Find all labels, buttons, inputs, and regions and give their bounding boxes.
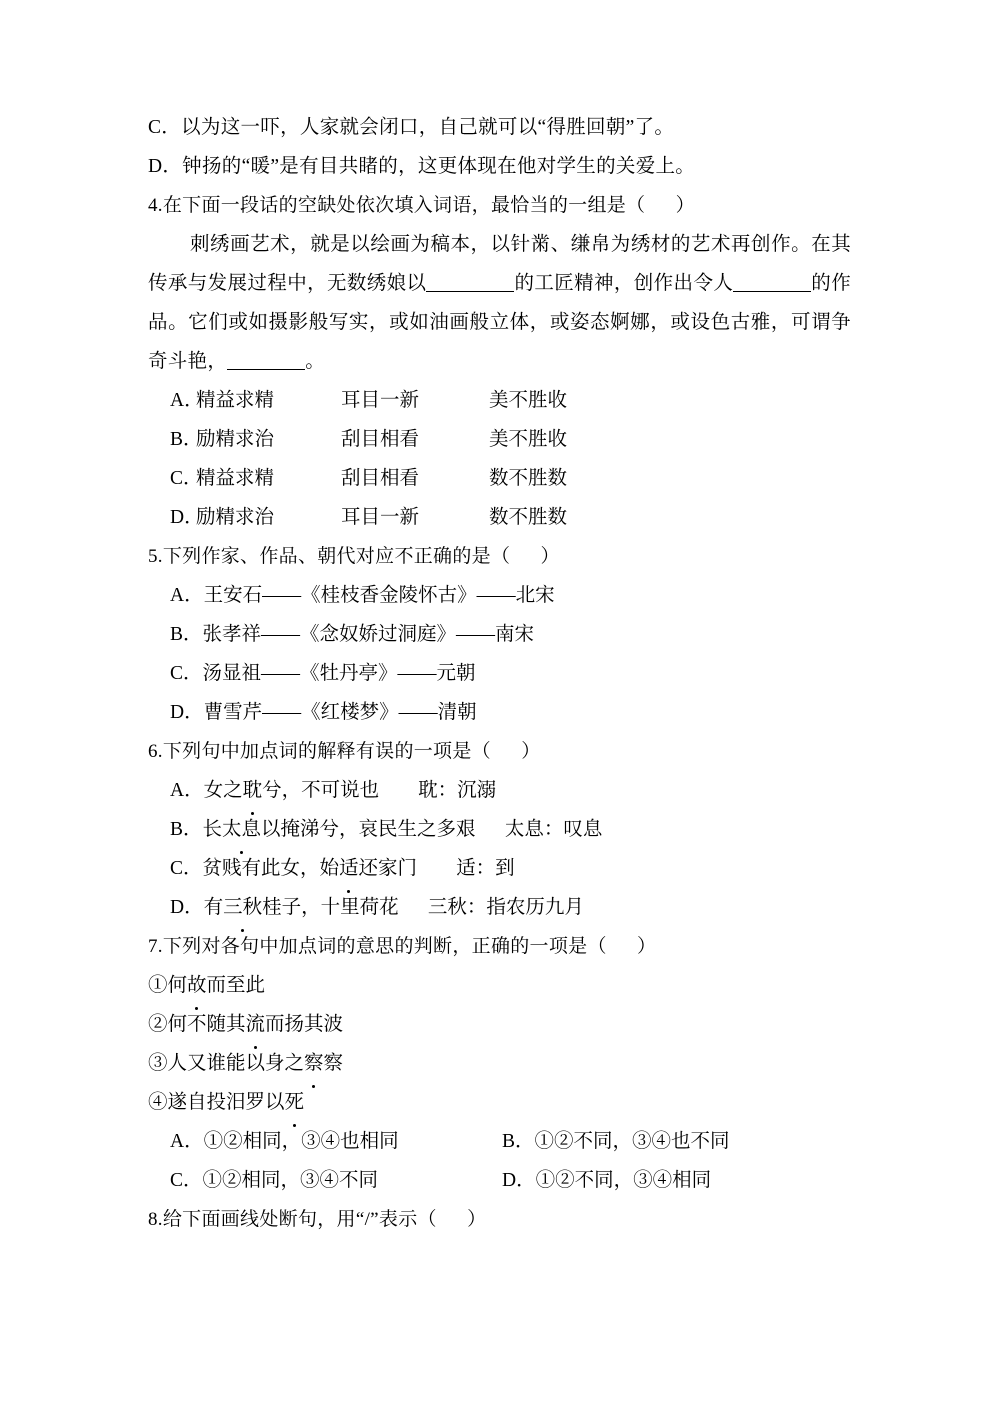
option-line-d-prev: D．钟扬的“暖”是有目共睹的，这更体现在他对学生的关爱上。 xyxy=(148,156,696,177)
option-label: D． xyxy=(502,1170,536,1191)
option-label: A． xyxy=(170,780,204,801)
option-label: A． xyxy=(170,390,204,411)
dotted-word: 太息 xyxy=(222,810,261,849)
option-gap xyxy=(417,858,456,879)
option-label: B． xyxy=(502,1131,535,1152)
option-word-3: 数不胜数 xyxy=(489,468,568,489)
passage-part-3: 的作品。它们或如摄影般写实，或如油画般立体，或姿态婀娜，或设色古雅，可谓争奇斗艳， xyxy=(148,273,851,372)
option-label: B． xyxy=(170,819,203,840)
option-label: C． xyxy=(170,1170,203,1191)
q5-option: D．曹雪芹——《红楼梦》——清朝 xyxy=(170,702,477,723)
q5-option: B．张孝祥——《念奴娇过洞庭》——南宋 xyxy=(170,624,535,645)
option-text: ①②相同，③④不同 xyxy=(202,1170,379,1191)
option-text-post: 兮，不可说也 xyxy=(262,780,380,801)
q7-sentence xyxy=(148,966,851,1005)
q6-option xyxy=(170,849,851,888)
option-word-2: 刮目相看 xyxy=(341,429,420,450)
sentence-number: ② xyxy=(148,1014,168,1035)
option-gloss: 耽：沉溺 xyxy=(418,780,497,801)
sentence-pre: 何 xyxy=(167,975,188,996)
option-gloss: 适：到 xyxy=(456,858,515,879)
option-text-pre: 女之 xyxy=(203,780,243,801)
passage-part-1: 刺绣画艺术，就是以绘画为稿本，以针黹、缣帛为绣材的艺术再创作。在其传承与发展过程中，无数绣娘以 xyxy=(148,234,851,294)
passage-part-4: 。 xyxy=(305,351,326,372)
question-6-stem: 6.下列句中加点词的解释有误的一项是（ ） xyxy=(148,741,541,762)
option-label: D． xyxy=(170,507,204,528)
option-word-1: 励精求治 xyxy=(196,507,275,528)
sentence-pre: 遂自投汨罗以 xyxy=(167,1092,285,1113)
option-word-2: 耳目一新 xyxy=(341,390,420,411)
option-word-2: 耳目一新 xyxy=(341,507,420,528)
option-label: A． xyxy=(170,1131,204,1152)
q4-option-row xyxy=(170,420,851,459)
option-word-1: 励精求治 xyxy=(196,429,275,450)
fill-blank-1 xyxy=(426,291,514,292)
question-5-stem: 5.下列作家、作品、朝代对应不正确的是（ ） xyxy=(148,546,560,567)
option-label: B． xyxy=(170,429,203,450)
q7-option-a xyxy=(170,1122,502,1161)
option-text-post: 以掩涕兮，哀民生之多艰 xyxy=(261,819,476,840)
fill-blank-3 xyxy=(227,369,305,370)
dotted-word: 察 xyxy=(304,1044,324,1083)
option-word-3: 美不胜收 xyxy=(489,390,568,411)
sentence-number: ① xyxy=(148,975,168,996)
question-8-stem: 8.给下面画线处断句，用“/”表示（ ） xyxy=(148,1209,487,1230)
option-gloss: 三秋：指农历九月 xyxy=(427,897,584,918)
option-label: C． xyxy=(170,858,203,879)
question-7-stem: 7.下列对各句中加点词的意思的判断，正确的一项是（ ） xyxy=(148,936,657,957)
option-gap xyxy=(399,897,428,918)
q7-sentence xyxy=(148,1005,851,1044)
q7-option-b xyxy=(502,1122,730,1161)
sentence-pre: 何不随其 xyxy=(167,1014,246,1035)
option-word-1: 精益求精 xyxy=(196,468,275,489)
sentence-post: 察 xyxy=(323,1053,344,1074)
sentence-number: ④ xyxy=(148,1092,168,1113)
sentence-number: ③ xyxy=(148,1053,168,1074)
q7-option-row xyxy=(170,1161,851,1200)
option-text-pre: 贫贱有此女，始 xyxy=(202,858,340,879)
option-gap xyxy=(379,780,418,801)
dotted-word: 三秋 xyxy=(223,888,262,927)
q6-option xyxy=(170,771,851,810)
option-word-1: 精益求精 xyxy=(196,390,275,411)
q4-option-row xyxy=(170,381,851,420)
question-4-stem: 4.在下面一段话的空缺处依次填入词语，最恰当的一组是（ ） xyxy=(148,195,695,216)
option-text: ①②相同，③④也相同 xyxy=(203,1131,399,1152)
option-line-c-prev: C．以为这一吓，人家就会闭口，自己就可以“得胜回朝”了。 xyxy=(148,117,675,138)
question-4-passage xyxy=(148,225,851,381)
q5-option: C．汤显祖——《牡丹亭》——元朝 xyxy=(170,663,476,684)
option-text-post: 桂子，十里荷花 xyxy=(262,897,399,918)
option-text-pre: 有 xyxy=(203,897,224,918)
q7-option-d xyxy=(502,1161,711,1200)
q7-option-row xyxy=(170,1122,851,1161)
dotted-word: 死 xyxy=(285,1083,305,1122)
option-text-post: 还家门 xyxy=(358,858,418,879)
dotted-word: 适 xyxy=(339,849,359,888)
option-word-2: 刮目相看 xyxy=(341,468,420,489)
q7-sentence xyxy=(148,1044,851,1083)
option-text-pre: 长 xyxy=(202,819,223,840)
q5-option: A．王安石——《桂枝香金陵怀古》——北宋 xyxy=(170,585,555,606)
option-label: C． xyxy=(170,468,203,489)
q6-option xyxy=(170,810,851,849)
option-gap xyxy=(476,819,505,840)
sentence-post: 而至此 xyxy=(206,975,266,996)
option-word-3: 数不胜数 xyxy=(489,507,568,528)
dotted-word: 耽 xyxy=(243,771,263,810)
option-word-3: 美不胜收 xyxy=(489,429,568,450)
option-gloss: 太息：叹息 xyxy=(504,819,603,840)
fill-blank-2 xyxy=(733,291,811,292)
dotted-word: 故 xyxy=(187,966,207,1005)
q7-sentence xyxy=(148,1083,851,1122)
option-text: ①②不同，③④也不同 xyxy=(534,1131,730,1152)
option-label: D． xyxy=(170,897,204,918)
dotted-word: 流 xyxy=(246,1005,266,1044)
q4-option-row xyxy=(170,498,851,537)
option-text: ①②不同，③④相同 xyxy=(535,1170,712,1191)
q4-option-row xyxy=(170,459,851,498)
q6-option xyxy=(170,888,851,927)
sentence-post: 而扬其波 xyxy=(265,1014,344,1035)
q7-option-c xyxy=(170,1161,502,1200)
sentence-pre: 人又谁能以身之 xyxy=(167,1053,305,1074)
passage-part-2: 的工匠精神，创作出令人 xyxy=(514,273,734,294)
